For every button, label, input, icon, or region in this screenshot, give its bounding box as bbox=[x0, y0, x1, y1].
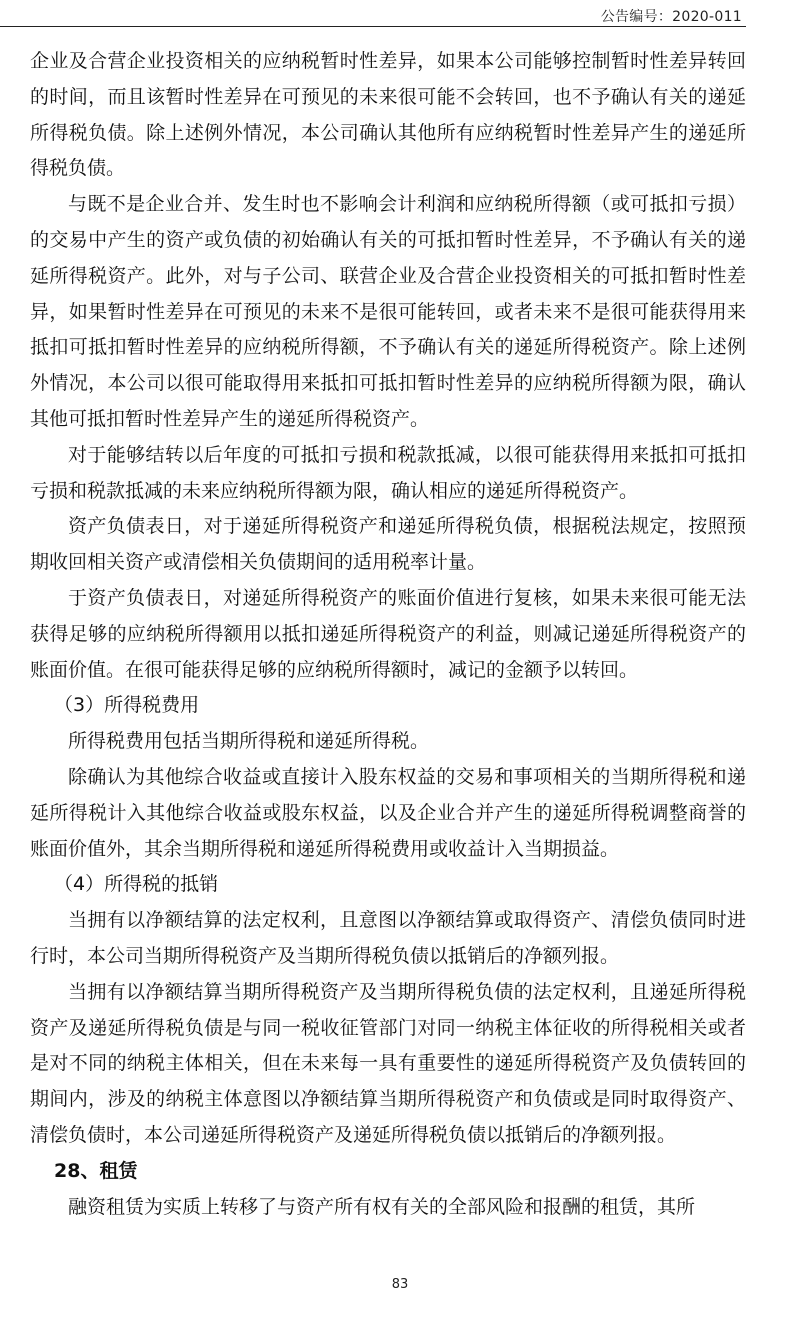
paragraph-current-tax-offsetting: 当拥有以净额结算的法定权利，且意图以净额结算或取得资产、清偿负债同时进行时，本公司当期所得税资产及当期所得税负债以抵销后的净额列报。 bbox=[30, 909, 746, 967]
paragraph-tax-loss-carryforward: 对于能够结转以后年度的可抵扣亏损和税款抵减，以很可能获得用来抵扣可抵扣亏损和税款抵减的未来应纳税所得额为限，确认相应的递延所得税资产。 bbox=[30, 443, 746, 502]
page-number: 83 bbox=[391, 1277, 409, 1292]
paragraph-deferred-tax-liability: 企业及合营企业投资相关的应纳税暂时性差异，如果本公司能够控制暂时性差异转回的时间，而且该暂时性差异在可预见的未来很可能不会转回，也不予确认有关的递延所得税负债。除上述例外情况，本公司确认其他所有应纳税暂时性差异产生的递延所得税负债。 bbox=[30, 50, 746, 180]
document-body bbox=[30, 44, 746, 1225]
announcement-number: 公告编号：2020-011 bbox=[600, 9, 742, 25]
paragraph-income-tax-expense-components: 所得税费用包括当期所得税和递延所得税。 bbox=[68, 730, 430, 753]
paragraph-carrying-amount-review: 于资产负债表日，对递延所得税资产的账面价值进行复核，如果未来很可能无法获得足够的应纳税所得额用以抵扣递延所得税资产的利益，则减记递延所得税资产的账面价值。在很可能获得足够的应纳税所得额时，减记的金额予以转回。 bbox=[30, 586, 746, 681]
subheading-income-tax-offsetting: （4）所得税的抵销 bbox=[54, 873, 219, 896]
paragraph-deferred-tax-asset-recognition: 与既不是企业合并、发生时也不影响会计利润和应纳税所得额（或可抵扣亏损）的交易中产生的资产或负债的初始确认有关的可抵扣暂时性差异，不予确认有关的递延所得税资产。此外，对与子公司、联营企业及合营企业投资相关的可抵扣暂时性差异，如果暂时性差异在可预见的未来不是很可能转回，或者未来不是很可能获得用来抵扣可抵扣暂时性差异的应纳税所得额，不予确认有关的递延所得税资产。除上述例外情况，本公司以很可能取得用来抵扣可抵扣暂时性差异的应纳税所得额为限，确认其他可抵扣暂时性差异产生的递延所得税资产。 bbox=[30, 193, 746, 430]
subheading-income-tax-expense: （3）所得税费用 bbox=[54, 694, 200, 717]
header-rule bbox=[0, 26, 746, 27]
section-heading-leases: 28、租赁 bbox=[54, 1159, 138, 1182]
paragraph-finance-lease: 融资租赁为实质上转移了与资产所有权有关的全部风险和报酬的租赁，其所 bbox=[68, 1195, 696, 1218]
paragraph-tax-rate-measurement: 资产负债表日，对于递延所得税资产和递延所得税负债，根据税法规定，按照预期收回相关资产或清偿相关负债期间的适用税率计量。 bbox=[30, 515, 746, 574]
page-header bbox=[0, 0, 800, 32]
paragraph-deferred-tax-offsetting: 当拥有以净额结算当期所得税资产及当期所得税负债的法定权利，且递延所得税资产及递延所得税负债是与同一税收征管部门对同一纳税主体征收的所得税相关或者是对不同的纳税主体相关，但在未来每一具有重要性的递延所得税资产及负债转回的期间内，涉及的纳税主体意图以净额结算当期所得税资产和负债或是同时取得资产、清偿负债时，本公司递延所得税资产及递延所得税负债以抵销后的净额列报。 bbox=[30, 980, 746, 1146]
paragraph-income-tax-expense-recognition: 除确认为其他综合收益或直接计入股东权益的交易和事项相关的当期所得税和递延所得税计入其他综合收益或股东权益，以及企业合并产生的递延所得税调整商誉的账面价值外，其余当期所得税和递延所得税费用或收益计入当期损益。 bbox=[30, 765, 746, 860]
